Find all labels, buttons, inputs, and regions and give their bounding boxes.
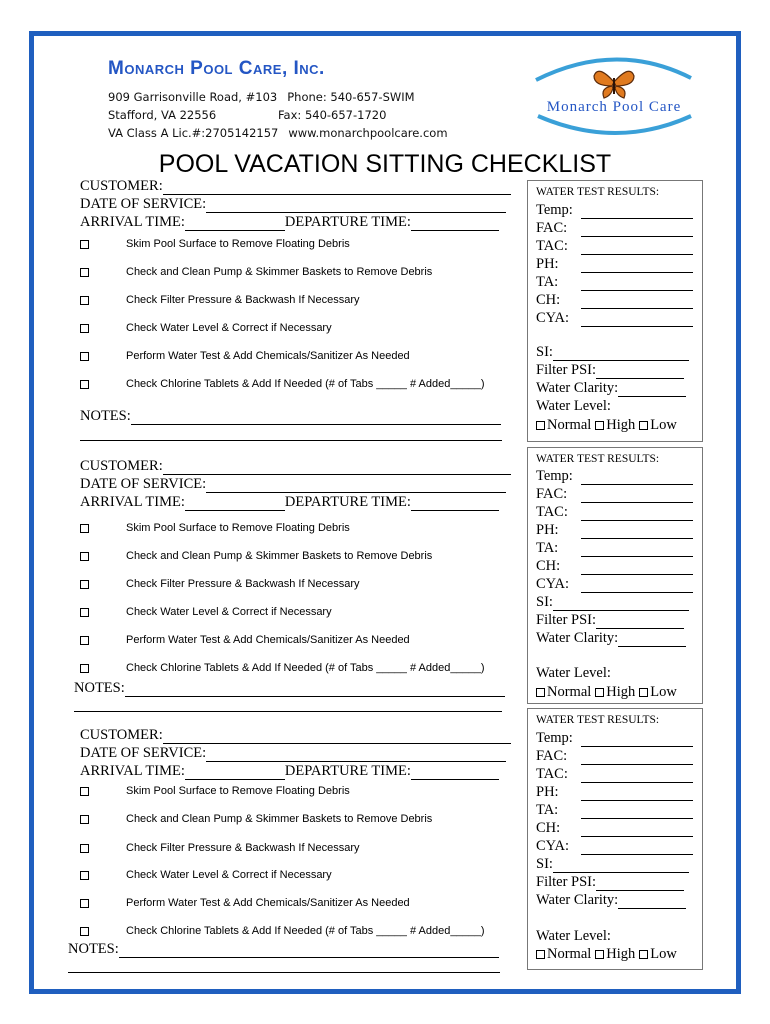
- time-fields[interactable]: ARRIVAL TIME: DEPARTURE TIME:: [80, 214, 499, 231]
- task-pump[interactable]: Check and Clean Pump & Skimmer Baskets to Remove Debris: [80, 266, 432, 278]
- filter-psi-field[interactable]: Filter PSI:: [536, 362, 684, 379]
- checkbox[interactable]: [80, 871, 89, 880]
- notes-field[interactable]: NOTES:: [80, 408, 501, 425]
- ph-field[interactable]: PH:: [536, 256, 693, 273]
- date-of-service-field[interactable]: DATE OF SERVICE:: [80, 745, 506, 762]
- water-level-options: Normal High Low: [536, 946, 677, 963]
- ta-field[interactable]: TA:: [536, 274, 693, 291]
- normal-checkbox[interactable]: [536, 688, 545, 697]
- date-of-service-field[interactable]: DATE OF SERVICE:: [80, 196, 506, 213]
- phone: Phone: 540-657-SWIM: [287, 90, 415, 104]
- water-clarity-field[interactable]: Water Clarity:: [536, 630, 686, 647]
- low-checkbox[interactable]: [639, 421, 648, 430]
- tac-field[interactable]: TAC:: [536, 504, 693, 521]
- task-water-test[interactable]: Perform Water Test & Add Chemicals/Sanitizer As Needed: [80, 634, 410, 646]
- page-title: POOL VACATION SITTING CHECKLIST: [158, 150, 612, 178]
- task-chlorine[interactable]: Check Chlorine Tablets & Add If Needed (# of Tabs _____ # Added_____): [80, 662, 485, 674]
- checkbox[interactable]: [80, 380, 89, 389]
- task-water-test[interactable]: Perform Water Test & Add Chemicals/Sanitizer As Needed: [80, 897, 410, 909]
- checkbox[interactable]: [80, 787, 89, 796]
- customer-field[interactable]: CUSTOMER:: [80, 458, 511, 475]
- ph-field[interactable]: PH:: [536, 784, 693, 801]
- butterfly-icon: [594, 71, 634, 98]
- checkbox[interactable]: [80, 580, 89, 589]
- checkbox[interactable]: [80, 844, 89, 853]
- task-chlorine[interactable]: Check Chlorine Tablets & Add If Needed (# of Tabs _____ # Added_____): [80, 378, 485, 390]
- cya-field[interactable]: CYA:: [536, 576, 693, 593]
- si-field[interactable]: SI:: [536, 344, 689, 361]
- checkbox[interactable]: [80, 268, 89, 277]
- checkbox[interactable]: [80, 608, 89, 617]
- tac-field[interactable]: TAC:: [536, 238, 693, 255]
- checkbox[interactable]: [80, 524, 89, 533]
- fac-field[interactable]: FAC:: [536, 220, 693, 237]
- water-test-box-1: WATER TEST RESULTS: Temp: FAC: TAC: PH: TA: CH: CYA: SI: Filter PSI: Water Clarity: Water Level: Normal High Low: [527, 180, 703, 442]
- temp-field[interactable]: Temp:: [536, 202, 693, 219]
- task-skim[interactable]: Skim Pool Surface to Remove Floating Debris: [80, 785, 350, 797]
- water-clarity-field[interactable]: Water Clarity:: [536, 380, 686, 397]
- checkbox[interactable]: [80, 664, 89, 673]
- checkbox[interactable]: [80, 352, 89, 361]
- water-clarity-field[interactable]: Water Clarity:: [536, 892, 686, 909]
- low-checkbox[interactable]: [639, 950, 648, 959]
- temp-field[interactable]: Temp:: [536, 468, 693, 485]
- customer-field[interactable]: CUSTOMER:: [80, 727, 511, 744]
- company-name: Monarch Pool Care, Inc.: [108, 58, 325, 79]
- address-line-2: Stafford, VA 22556 Fax: 540-657-1720: [108, 108, 387, 122]
- checkbox[interactable]: [80, 636, 89, 645]
- si-field[interactable]: SI:: [536, 856, 689, 873]
- checkbox[interactable]: [80, 296, 89, 305]
- task-filter[interactable]: Check Filter Pressure & Backwash If Necessary: [80, 294, 360, 306]
- task-water-level[interactable]: Check Water Level & Correct if Necessary: [80, 322, 332, 334]
- water-level-label: Water Level:: [536, 398, 611, 414]
- task-skim[interactable]: Skim Pool Surface to Remove Floating Debris: [80, 522, 350, 534]
- time-fields[interactable]: ARRIVAL TIME: DEPARTURE TIME:: [80, 494, 499, 511]
- water-level-label: Water Level:: [536, 928, 611, 944]
- checkbox[interactable]: [80, 815, 89, 824]
- cya-field[interactable]: CYA:: [536, 838, 693, 855]
- checkbox[interactable]: [80, 324, 89, 333]
- task-water-level[interactable]: Check Water Level & Correct if Necessary: [80, 606, 332, 618]
- svg-text:Monarch Pool Care: Monarch Pool Care: [546, 99, 682, 115]
- high-checkbox[interactable]: [595, 421, 604, 430]
- checkbox[interactable]: [80, 927, 89, 936]
- date-of-service-field[interactable]: DATE OF SERVICE:: [80, 476, 506, 493]
- customer-field[interactable]: CUSTOMER:: [80, 178, 511, 195]
- license-line: VA Class A Lic.#:2705142157 www.monarchpoolcare.com: [108, 126, 448, 140]
- water-test-box-2: WATER TEST RESULTS: Temp: FAC: TAC: PH: TA: CH: CYA: SI: Filter PSI: Water Clarity: Water Level: Normal High Low: [527, 447, 703, 704]
- si-field[interactable]: SI:: [536, 594, 689, 611]
- cya-field[interactable]: CYA:: [536, 310, 693, 327]
- fax: Fax: 540-657-1720: [278, 108, 387, 122]
- task-water-test[interactable]: Perform Water Test & Add Chemicals/Sanitizer As Needed: [80, 350, 410, 362]
- filter-psi-field[interactable]: Filter PSI:: [536, 874, 684, 891]
- water-test-box-3: WATER TEST RESULTS: Temp: FAC: TAC: PH: TA: CH: CYA: SI: Filter PSI: Water Clarity: Water Level: Normal High Low: [527, 708, 703, 970]
- high-checkbox[interactable]: [595, 688, 604, 697]
- task-skim[interactable]: Skim Pool Surface to Remove Floating Debris: [80, 238, 350, 250]
- water-level-options: Normal High Low: [536, 417, 677, 434]
- task-filter[interactable]: Check Filter Pressure & Backwash If Necessary: [80, 842, 360, 854]
- task-water-level[interactable]: Check Water Level & Correct if Necessary: [80, 869, 332, 881]
- low-checkbox[interactable]: [639, 688, 648, 697]
- ch-field[interactable]: CH:: [536, 558, 693, 575]
- fac-field[interactable]: FAC:: [536, 748, 693, 765]
- ch-field[interactable]: CH:: [536, 820, 693, 837]
- ch-field[interactable]: CH:: [536, 292, 693, 309]
- ta-field[interactable]: TA:: [536, 802, 693, 819]
- normal-checkbox[interactable]: [536, 950, 545, 959]
- notes-line[interactable]: [74, 711, 502, 712]
- temp-field[interactable]: Temp:: [536, 730, 693, 747]
- notes-field[interactable]: NOTES:: [74, 680, 505, 697]
- ta-field[interactable]: TA:: [536, 540, 693, 557]
- task-filter[interactable]: Check Filter Pressure & Backwash If Necessary: [80, 578, 360, 590]
- tac-field[interactable]: TAC:: [536, 766, 693, 783]
- checkbox[interactable]: [80, 240, 89, 249]
- website: www.monarchpoolcare.com: [288, 126, 448, 140]
- task-pump[interactable]: Check and Clean Pump & Skimmer Baskets to Remove Debris: [80, 550, 432, 562]
- notes-line[interactable]: [68, 972, 500, 973]
- checkbox[interactable]: [80, 552, 89, 561]
- notes-line[interactable]: [80, 440, 502, 441]
- task-chlorine[interactable]: Check Chlorine Tablets & Add If Needed (# of Tabs _____ # Added_____): [80, 925, 485, 937]
- task-pump[interactable]: Check and Clean Pump & Skimmer Baskets to Remove Debris: [80, 813, 432, 825]
- normal-checkbox[interactable]: [536, 421, 545, 430]
- notes-field[interactable]: NOTES:: [68, 941, 499, 958]
- time-fields[interactable]: ARRIVAL TIME: DEPARTURE TIME:: [80, 763, 499, 780]
- monarch-logo: [526, 50, 701, 145]
- high-checkbox[interactable]: [595, 950, 604, 959]
- fac-field[interactable]: FAC:: [536, 486, 693, 503]
- address-line-1: 909 Garrisonville Road, #103 Phone: 540-657-SWIM: [108, 90, 415, 104]
- filter-psi-field[interactable]: Filter PSI:: [536, 612, 684, 629]
- water-level-label: Water Level:: [536, 665, 611, 681]
- checkbox[interactable]: [80, 899, 89, 908]
- ph-field[interactable]: PH:: [536, 522, 693, 539]
- water-level-options: Normal High Low: [536, 684, 677, 701]
